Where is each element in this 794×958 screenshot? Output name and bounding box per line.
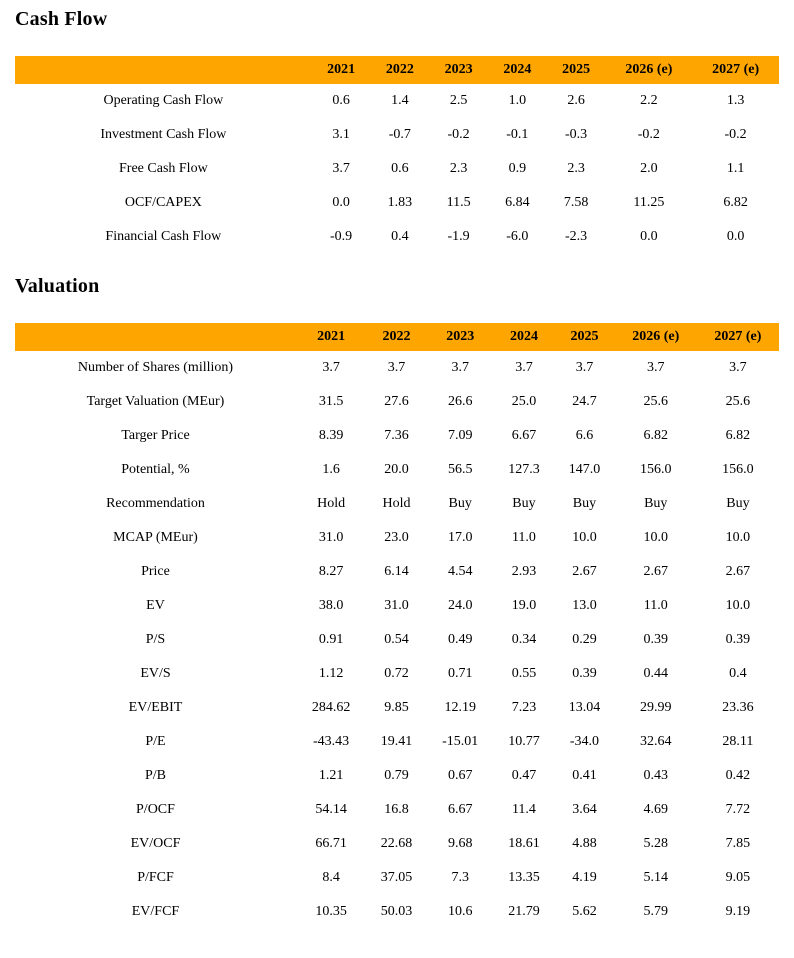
value-cell: 10.0 <box>725 530 751 545</box>
value-cell: 3.7 <box>515 360 533 375</box>
value-cell: 0.72 <box>384 666 409 681</box>
value-cell: 5.28 <box>643 836 669 851</box>
value-cell: 6.6 <box>575 428 594 443</box>
year-column-header: 2026 (e) <box>615 323 697 351</box>
table-row <box>15 555 779 589</box>
value-cell: 3.7 <box>575 360 594 375</box>
value-cell: 0.55 <box>511 666 537 681</box>
value-cell: 22.68 <box>380 836 413 851</box>
row-label: P/OCF <box>136 802 175 817</box>
value-cell: 24.7 <box>572 394 597 409</box>
value-cell: Hold <box>317 496 346 511</box>
value-cell: 10.0 <box>725 598 751 613</box>
table-row <box>15 725 779 759</box>
value-cell: 7.3 <box>451 870 469 885</box>
value-cell: 2.67 <box>643 564 669 579</box>
value-cell: 6.84 <box>505 195 530 210</box>
row-label: EV <box>146 598 165 613</box>
value-cell: -0.2 <box>724 127 747 142</box>
corner-header-cell <box>15 323 296 351</box>
value-cell: 17.0 <box>447 530 473 545</box>
value-cell: -0.2 <box>637 127 660 142</box>
year-column-header: 2024 <box>488 56 547 84</box>
value-cell: 28.11 <box>722 734 754 749</box>
cash-flow-section-title: Cash Flow <box>15 8 108 30</box>
value-cell: 21.79 <box>508 904 540 919</box>
value-cell: 6.82 <box>725 428 751 443</box>
row-label: MCAP (MEur) <box>113 530 198 545</box>
row-label: Target Valuation (MEur) <box>86 394 225 409</box>
value-cell: 6.67 <box>511 428 537 443</box>
value-cell: -0.9 <box>330 229 353 244</box>
value-cell: 0.67 <box>447 768 473 783</box>
table-row <box>15 419 779 453</box>
table-row <box>15 487 779 521</box>
table-row <box>15 351 779 385</box>
row-label: P/S <box>145 632 166 647</box>
value-cell: 0.0 <box>332 195 350 210</box>
value-cell: 0.47 <box>511 768 537 783</box>
value-cell: 25.6 <box>725 394 751 409</box>
value-cell: -0.2 <box>447 127 470 142</box>
value-cell: 8.4 <box>322 870 340 885</box>
row-label: EV/OCF <box>130 836 181 851</box>
value-cell: -6.0 <box>506 229 529 244</box>
table-row <box>15 793 779 827</box>
value-cell: 4.19 <box>572 870 597 885</box>
value-cell: 5.79 <box>643 904 669 919</box>
table-row <box>15 623 779 657</box>
row-label: EV/S <box>140 666 171 681</box>
value-cell: 25.6 <box>643 394 669 409</box>
value-cell: 147.0 <box>568 462 601 477</box>
value-cell: 1.83 <box>387 195 413 210</box>
value-cell: 0.39 <box>643 632 669 647</box>
value-cell: 11.5 <box>446 195 471 210</box>
value-cell: 2.3 <box>567 161 585 176</box>
value-cell: 3.1 <box>332 127 350 142</box>
value-cell: 3.7 <box>451 360 469 375</box>
value-cell: 0.91 <box>318 632 344 647</box>
value-cell: 31.0 <box>384 598 409 613</box>
row-label: P/E <box>145 734 166 749</box>
value-cell: 3.7 <box>729 360 747 375</box>
value-cell: 13.0 <box>572 598 597 613</box>
value-cell: 0.39 <box>572 666 597 681</box>
value-cell: 4.54 <box>447 564 473 579</box>
value-cell: 8.27 <box>318 564 344 579</box>
value-cell: -1.9 <box>447 229 470 244</box>
table-row <box>15 220 779 254</box>
year-column-header: 2024 <box>494 323 555 351</box>
value-cell: 0.6 <box>391 161 409 176</box>
year-column-header: 2026 (e) <box>605 56 692 84</box>
value-cell: 2.0 <box>640 161 658 176</box>
year-column-header: 2025 <box>554 323 615 351</box>
value-cell: -43.43 <box>313 734 350 749</box>
value-cell: 9.85 <box>384 700 409 715</box>
value-cell: 3.64 <box>572 802 597 817</box>
value-cell: 13.04 <box>568 700 601 715</box>
value-cell: 16.8 <box>384 802 409 817</box>
value-cell: 12.19 <box>444 700 476 715</box>
value-cell: 26.6 <box>447 394 473 409</box>
value-cell: 2.67 <box>725 564 751 579</box>
value-cell: 11.4 <box>511 802 536 817</box>
year-column-header: 2023 <box>427 323 494 351</box>
value-cell: 24.0 <box>447 598 473 613</box>
value-cell: -2.3 <box>565 229 588 244</box>
table-row <box>15 521 779 555</box>
value-cell: 38.0 <box>318 598 344 613</box>
value-cell: 2.2 <box>640 93 658 108</box>
table-row <box>15 453 779 487</box>
value-cell: 0.44 <box>643 666 669 681</box>
value-cell: 0.4 <box>391 229 409 244</box>
row-label: P/FCF <box>137 870 174 885</box>
valuation-section-title: Valuation <box>15 275 100 297</box>
cash-flow-table <box>15 56 779 254</box>
value-cell: 0.39 <box>725 632 751 647</box>
value-cell: 0.0 <box>726 229 745 244</box>
value-cell: 3.7 <box>332 161 350 176</box>
value-cell: 2.6 <box>567 93 585 108</box>
value-cell: 19.0 <box>511 598 537 613</box>
value-cell: 32.64 <box>640 734 672 749</box>
row-label: Price <box>141 564 170 579</box>
value-cell: 31.5 <box>318 394 344 409</box>
value-cell: 11.0 <box>511 530 536 545</box>
row-label: Recommendation <box>106 496 205 511</box>
table-row <box>15 152 779 186</box>
value-cell: 10.0 <box>572 530 597 545</box>
year-column-header: 2021 <box>312 56 371 84</box>
value-cell: 23.0 <box>384 530 409 545</box>
value-cell: 23.36 <box>722 700 754 715</box>
value-cell: 0.79 <box>384 768 409 783</box>
value-cell: 7.72 <box>725 802 751 817</box>
value-cell: 6.82 <box>643 428 669 443</box>
year-column-header: 2021 <box>296 323 366 351</box>
year-column-header: 2022 <box>370 56 429 84</box>
value-cell: 1.0 <box>508 93 527 108</box>
value-cell: -0.3 <box>565 127 588 142</box>
value-cell: 0.0 <box>640 229 658 244</box>
value-cell: 18.61 <box>508 836 540 851</box>
table-row <box>15 118 779 152</box>
value-cell: 5.14 <box>643 870 669 885</box>
value-cell: 156.0 <box>640 462 672 477</box>
value-cell: 5.62 <box>572 904 597 919</box>
value-cell: 37.05 <box>380 870 413 885</box>
value-cell: 9.68 <box>447 836 473 851</box>
value-cell: 54.14 <box>315 802 347 817</box>
row-label: Targer Price <box>121 428 190 443</box>
value-cell: 10.77 <box>508 734 540 749</box>
table-row <box>15 84 779 118</box>
value-cell: 0.71 <box>447 666 473 681</box>
value-cell: -34.0 <box>569 734 600 749</box>
value-cell: 0.41 <box>572 768 597 783</box>
row-label: Potential, % <box>121 462 190 477</box>
year-column-header: 2022 <box>366 323 427 351</box>
value-cell: 1.6 <box>322 462 340 477</box>
table-row <box>15 759 779 793</box>
value-cell: 4.69 <box>643 802 669 817</box>
table-row <box>15 691 779 725</box>
row-label: EV/FCF <box>131 904 180 919</box>
value-cell: 0.42 <box>725 768 751 783</box>
value-cell: Buy <box>572 496 597 511</box>
value-cell: 2.5 <box>449 93 468 108</box>
value-cell: 7.36 <box>384 428 409 443</box>
value-cell: 2.93 <box>511 564 537 579</box>
value-cell: 7.23 <box>511 700 537 715</box>
value-cell: 0.9 <box>508 161 527 176</box>
value-cell: 2.3 <box>449 161 468 176</box>
value-cell: 10.6 <box>447 904 473 919</box>
section-valuation <box>15 275 779 929</box>
value-cell: Buy <box>644 496 668 511</box>
year-column-header: 2027 (e) <box>697 323 779 351</box>
table-row <box>15 895 779 929</box>
value-cell: 8.39 <box>318 428 344 443</box>
row-label: Financial Cash Flow <box>105 229 222 244</box>
value-cell: 1.1 <box>726 161 745 176</box>
value-cell: 0.49 <box>447 632 473 647</box>
value-cell: 127.3 <box>508 462 540 477</box>
value-cell: 10.35 <box>315 904 347 919</box>
row-label: OCF/CAPEX <box>124 195 202 210</box>
row-label: EV/EBIT <box>128 700 183 715</box>
row-label: Investment Cash Flow <box>100 127 227 142</box>
table-row <box>15 827 779 861</box>
value-cell: 7.58 <box>563 195 589 210</box>
table-row <box>15 861 779 895</box>
year-column-header: 2027 (e) <box>692 56 779 84</box>
corner-header-cell <box>15 56 312 84</box>
value-cell: 13.35 <box>508 870 540 885</box>
value-cell: 3.7 <box>387 360 406 375</box>
value-cell: 1.3 <box>726 93 745 108</box>
value-cell: 7.09 <box>447 428 473 443</box>
row-label: Operating Cash Flow <box>103 93 224 108</box>
table-row <box>15 657 779 691</box>
value-cell: -0.7 <box>388 127 411 142</box>
value-cell: 0.4 <box>729 666 747 681</box>
value-cell: 66.71 <box>315 836 347 851</box>
valuation-table <box>15 323 779 929</box>
value-cell: 50.03 <box>380 904 413 919</box>
value-cell: 9.05 <box>725 870 751 885</box>
value-cell: 25.0 <box>511 394 537 409</box>
year-column-header: 2025 <box>547 56 606 84</box>
value-cell: 1.4 <box>391 93 409 108</box>
value-cell: 11.0 <box>643 598 668 613</box>
header-row <box>15 323 779 351</box>
value-cell: 2.67 <box>572 564 597 579</box>
value-cell: 27.6 <box>384 394 409 409</box>
row-label: P/B <box>144 768 166 783</box>
value-cell: 6.82 <box>723 195 748 210</box>
section-cash-flow <box>15 8 779 254</box>
value-cell: 20.0 <box>384 462 409 477</box>
value-cell: 3.7 <box>647 360 665 375</box>
value-cell: 1.21 <box>318 768 344 783</box>
value-cell: 0.6 <box>332 93 350 108</box>
value-cell: -15.01 <box>442 734 479 749</box>
value-cell: 11.25 <box>633 195 665 210</box>
value-cell: 284.62 <box>311 700 351 715</box>
value-cell: Buy <box>448 496 472 511</box>
value-cell: 10.0 <box>643 530 669 545</box>
value-cell: 29.99 <box>640 700 672 715</box>
value-cell: 0.54 <box>384 632 409 647</box>
value-cell: Hold <box>382 496 411 511</box>
value-cell: 3.7 <box>322 360 340 375</box>
value-cell: 4.88 <box>572 836 597 851</box>
value-cell: 0.29 <box>572 632 597 647</box>
value-cell: 156.0 <box>722 462 754 477</box>
header-row <box>15 56 779 84</box>
value-cell: 9.19 <box>725 904 751 919</box>
row-label: Number of Shares (million) <box>77 360 234 375</box>
value-cell: 56.5 <box>447 462 473 477</box>
row-label: Free Cash Flow <box>119 161 208 176</box>
value-cell: Buy <box>726 496 750 511</box>
value-cell: 0.34 <box>511 632 537 647</box>
year-column-header: 2023 <box>429 56 488 84</box>
value-cell: 19.41 <box>380 734 413 749</box>
value-cell: 6.67 <box>447 802 473 817</box>
value-cell: 1.12 <box>318 666 344 681</box>
value-cell: 0.43 <box>643 768 669 783</box>
value-cell: Buy <box>512 496 536 511</box>
table-row <box>15 385 779 419</box>
value-cell: 31.0 <box>318 530 344 545</box>
table-row <box>15 186 779 220</box>
value-cell: 6.14 <box>384 564 409 579</box>
value-cell: -0.1 <box>506 127 529 142</box>
table-row <box>15 589 779 623</box>
value-cell: 7.85 <box>725 836 751 851</box>
